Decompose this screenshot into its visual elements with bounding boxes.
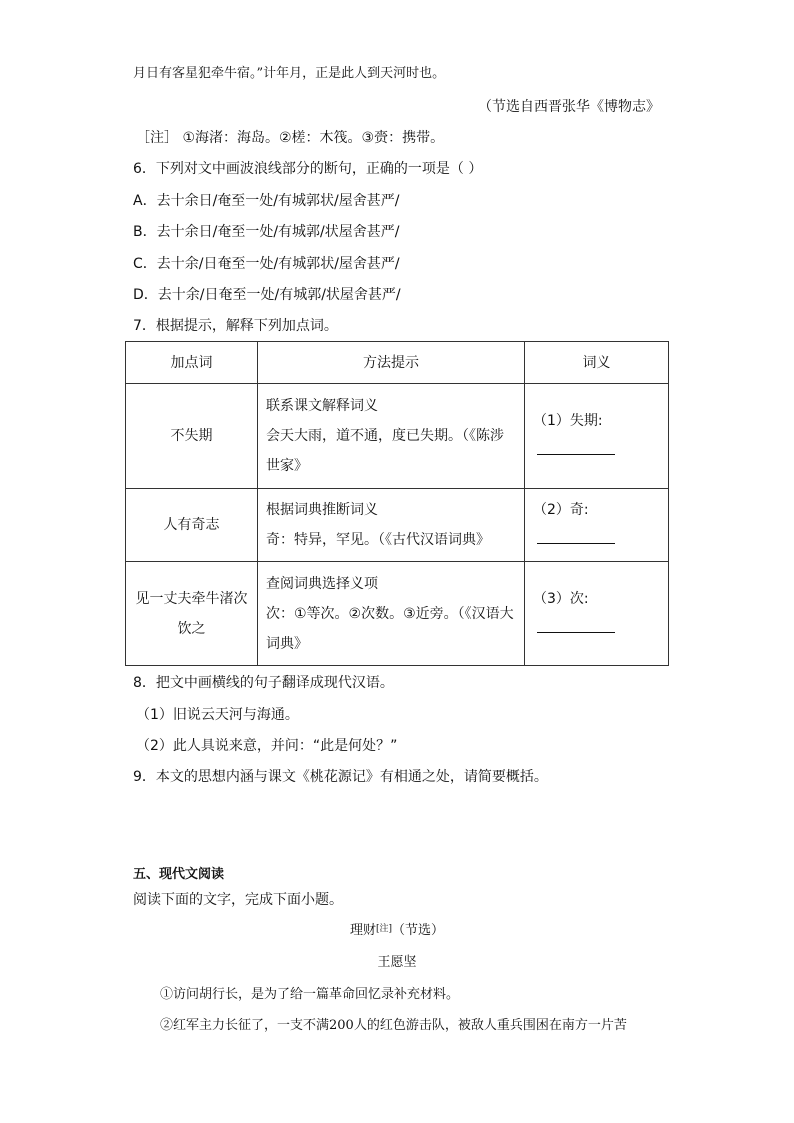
q7-hint-body: 会天大雨，道不通，度已失期。（《陈涉世家》 [266,428,504,474]
q7-header-row [126,342,669,384]
q7-answer-blank[interactable] [537,616,615,633]
q8-stem: 8．把文中画横线的句子翻译成现代汉语。 [133,675,394,691]
article-author: 王愿坚 [377,955,417,970]
q6-option-b: B．去十余日/奄至一处/有城郭/状屋舍甚严/ [133,224,400,240]
table-row [126,384,669,489]
q7-stem: 7．根据提示，解释下列加点词。 [133,318,338,334]
q6-option-a: A．去十余日/奄至一处/有城郭状/屋舍甚严/ [133,193,400,209]
q7-answer-cell [525,562,669,666]
q7-hint-title: 根据词典推断词义 [266,502,378,518]
q7-answer-cell [525,489,669,562]
q9-stem: 9．本文的思想内涵与课文《桃花源记》有相通之处，请简要概括。 [133,769,548,785]
q6-option-c: C．去十余/日奄至一处/有城郭状/屋舍甚严/ [133,256,400,272]
article-paragraph-1: ①访问胡行长，是为了给一篇革命回忆录补充材料。 [160,987,460,1002]
section5-heading: 五、现代文阅读 [133,867,225,882]
q7-answer-cell [525,384,669,489]
q6-option-d: D．去十余/日奄至一处/有城郭/状屋舍甚严/ [133,287,401,303]
q7-hint-body: 次：①等次。②次数。③近旁。（《汉语大词典》 [266,605,514,652]
table-row [126,489,669,562]
q6-stem: 6．下列对文中画波浪线部分的断句，正确的一项是（ ） [133,161,483,177]
q7-word: 见一丈夫牵牛渚次饮之 [126,562,258,666]
q7-answer-label: （1）失期: [533,413,603,429]
q7-hint-title: 查阅词典选择义项 [266,575,378,592]
article-title-suffix: （节选） [392,923,445,938]
q7-hint [258,384,525,489]
q7-header-meaning: 词义 [525,342,669,384]
article-paragraph-2: ②红军主力长征了，一支不满200人的红色游击队，被敌人重兵围困在南方一片苦 [160,1018,627,1033]
q7-header-hint: 方法提示 [258,342,525,384]
q7-answer-label: （2）奇: [533,502,589,518]
q7-header-word: 加点词 [126,342,258,384]
q7-answer-blank[interactable] [537,438,615,455]
q7-hint [258,489,525,562]
passage-note: ［注］ ①海渚：海岛。②槎：木筏。③赍：携带。 [136,130,445,146]
q7-hint [258,562,525,666]
table-row [126,562,669,666]
q8-item-2: （2）此人具说来意，并问：“此是何处？” [136,738,398,754]
passage-source: （节选自西晋张华《博物志》 [478,99,660,115]
q7-word: 不失期 [126,384,258,489]
q7-table [125,341,669,666]
article-title-text: 理财 [349,923,376,938]
q7-answer-blank[interactable] [537,527,615,544]
q7-hint-body: 奇：特异，罕见。（《古代汉语词典》 [266,532,490,548]
q7-hint-title: 联系课文解释词义 [266,398,378,414]
q7-word: 人有奇志 [126,489,258,562]
section5-instruction: 阅读下面的文字，完成下面小题。 [133,892,343,908]
article-title-note: [注] [375,924,393,934]
article-title [0,921,794,941]
passage-last-line: 月日有客星犯牵牛宿。”计年月，正是此人到天河时也。 [133,66,446,81]
q7-answer-label: （3）次: [533,590,589,607]
q8-item-1: （1）旧说云天河与海通。 [136,707,299,723]
